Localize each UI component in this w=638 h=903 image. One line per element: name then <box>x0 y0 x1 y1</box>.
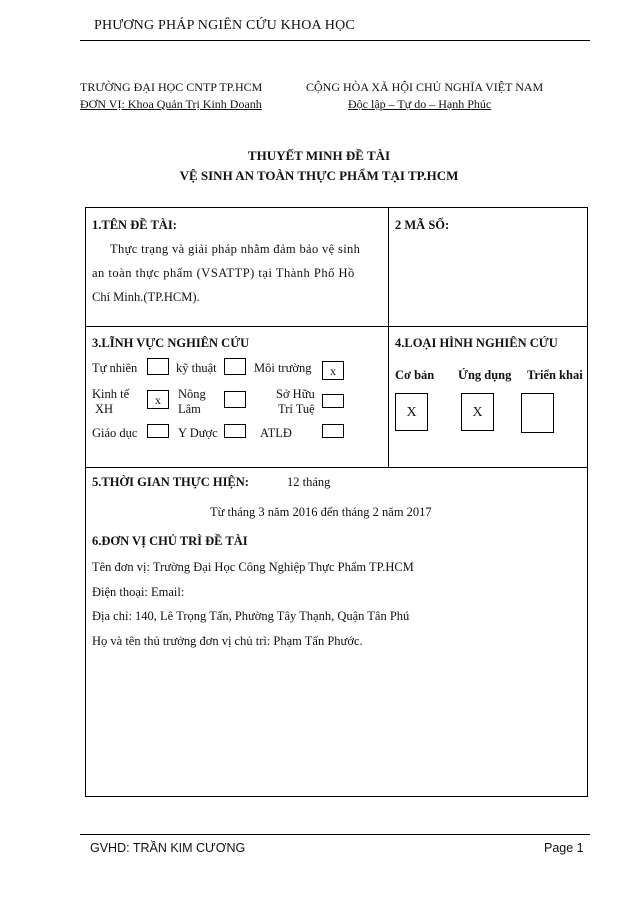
field-kinh-te-label-1: Kinh tế <box>92 387 130 401</box>
document-subtitle: VỆ SINH AN TOÀN THỰC PHẨM TẠI TP.HCM <box>179 168 459 183</box>
field-ky-thuat-checkbox[interactable] <box>224 358 246 375</box>
section1-heading: 1.TÊN ĐỀ TÀI: <box>92 218 177 232</box>
field-kinh-te-checkbox[interactable]: x <box>147 390 169 409</box>
host-unit-head: Họ và tên thủ trưởng đơn vị chủ trì: Phạm Tấn Phước. <box>92 634 363 648</box>
host-unit-name: Tên đơn vị: Trường Đại Học Công Nghiệp Thực Phẩm TP.HCM <box>92 560 414 574</box>
type-co-ban-label: Cơ bản <box>395 368 435 382</box>
proposal-form-table <box>85 207 588 797</box>
row-divider-2 <box>86 467 587 468</box>
type-trien-khai-label: Triển khai <box>527 368 583 382</box>
field-y-duoc-label: Y Dược <box>178 426 218 440</box>
field-nong-lam-checkbox[interactable] <box>224 391 246 408</box>
field-so-huu-checkbox[interactable] <box>322 394 344 408</box>
nation-name: CỘNG HÒA XÃ HỘI CHỦ NGHĨA VIỆT NAM <box>306 80 544 94</box>
document-title: THUYẾT MINH ĐỀ TÀI <box>247 148 391 163</box>
date-range: Từ tháng 3 năm 2016 đến tháng 2 năm 2017 <box>210 505 432 519</box>
section5-heading: 5.THỜI GIAN THỰC HIỆN: <box>92 475 249 489</box>
field-nong-lam-label-2: Lâm <box>178 402 201 416</box>
type-co-ban-checkbox[interactable]: X <box>395 393 428 431</box>
school-name: TRƯỜNG ĐẠI HỌC CNTP TP.HCM <box>80 80 263 94</box>
field-ky-thuat-label: kỹ thuật <box>176 361 217 375</box>
row-divider-1 <box>86 326 587 327</box>
field-giao-duc-checkbox[interactable] <box>147 424 169 438</box>
host-unit-address: Địa chỉ: 140, Lê Trọng Tấn, Phường Tây Thạnh, Quận Tân Phú <box>92 609 410 623</box>
section6-heading: 6.ĐƠN VỊ CHỦ TRÌ ĐỀ TÀI <box>92 534 248 548</box>
field-nong-lam-label-1: Nông <box>178 387 206 401</box>
running-head: PHƯƠNG PHÁP NGIÊN CỨU KHOA HỌC <box>94 18 355 33</box>
unit-name: ĐƠN VỊ: Khoa Quản Trị Kinh Doanh <box>80 97 262 111</box>
column-divider <box>388 208 389 467</box>
field-so-huu-label-2: Trí Tuệ <box>278 402 315 416</box>
field-kinh-te-label-2: XH <box>95 402 114 416</box>
duration-value: 12 tháng <box>287 475 331 489</box>
field-y-duoc-checkbox[interactable] <box>224 424 246 438</box>
footer-advisor: GVHD: TRẦN KIM CƯƠNG <box>90 841 246 855</box>
footer-rule <box>80 834 590 835</box>
field-giao-duc-label: Giáo dục <box>92 426 138 440</box>
header-rule <box>80 40 590 41</box>
field-tu-nhien-label: Tự nhiên <box>92 361 138 375</box>
field-moi-truong-checkbox[interactable]: x <box>322 361 344 380</box>
footer-page-number: Page 1 <box>544 841 584 855</box>
section1-text-line3: Chí Minh.(TP.HCM). <box>92 290 200 304</box>
section4-heading: 4.LOẠI HÌNH NGHIÊN CỨU <box>395 336 558 350</box>
section1-text-line1: Thực trạng và giải pháp nhằm đảm bảo vệ sinh <box>110 242 361 256</box>
national-motto: Độc lập – Tự do – Hạnh Phúc <box>348 97 492 111</box>
field-so-huu-label-1: Sở Hữu <box>276 387 315 401</box>
section1-text-line2: an toàn thực phẩm (VSATTP) tại Thành Phố Hồ <box>92 266 355 280</box>
type-ung-dung-checkbox[interactable]: X <box>461 393 494 431</box>
field-atld-label: ATLĐ <box>260 426 292 440</box>
field-tu-nhien-checkbox[interactable] <box>147 358 169 375</box>
host-unit-contact: Điện thoại: Email: <box>92 585 185 599</box>
section3-heading: 3.LĨNH VỰC NGHIÊN CỨU <box>92 336 250 350</box>
type-trien-khai-checkbox[interactable] <box>521 393 554 433</box>
field-moi-truong-label: Môi trường <box>254 361 312 375</box>
field-atld-checkbox[interactable] <box>322 424 344 438</box>
section2-heading: 2 MÃ SỐ: <box>395 218 450 232</box>
type-ung-dung-label: Ứng dụng <box>458 368 512 382</box>
